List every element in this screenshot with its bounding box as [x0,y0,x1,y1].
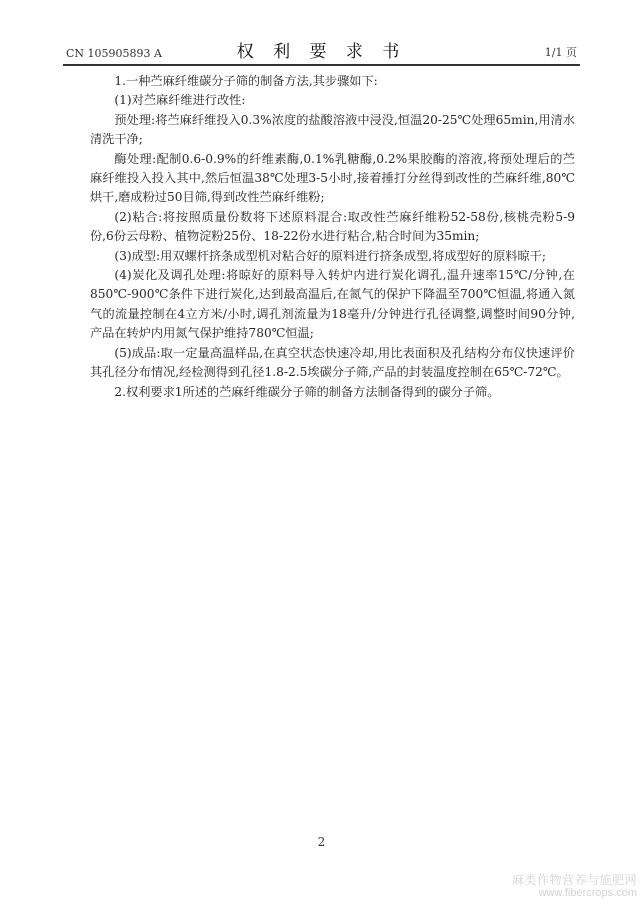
watermark-url: www.fibercrops.com [538,887,637,899]
watermark-site-name: 麻类作物营养与施肥网 [511,873,637,887]
step-1-heading: (1)对苎麻纤维进行改性: [114,93,246,108]
page-number: 2 [317,835,326,849]
claim-1-title: 1.一种苎麻纤维碳分子筛的制备方法,其步骤如下: [114,74,378,88]
site-watermark [447,873,637,900]
claims-body [90,72,575,402]
document-header [63,34,580,64]
enzyme-treatment-paragraph: 酶处理:配制0.6-0.9%的纤维素酶,0.1%乳糖酶,0.2%果胶酶的溶液,将预处理后的苎麻纤维投入投入其中,然后恒温38℃处理3-5小时,接着捶打分丝得到改性的苎麻纤维,80℃烘干,磨成粉过50目筛,得到改性苎麻纤维粉; [90,151,575,205]
document-title: 权 利 要 求 书 [236,42,407,62]
header-rule [63,64,580,66]
claim-2: 2.权利要求1所述的苎麻纤维碳分子筛的制备方法制备得到的碳分子筛。 [114,384,500,399]
product-paragraph: (5)成品:取一定量高温样品,在真空状态快速冷却,用比表面积及孔结构分布仪快速评价其孔径分布情况,经检测得到孔径1.8-2.5埃碳分子筛,产品的封装温度控制在65℃-72℃。 [90,345,575,380]
bonding-paragraph: (2)粘合:将按照质量份数将下述原料混合:取改性苎麻纤维粉52-58份,核桃壳粉5-9份,6份云母粉、植物淀粉25份、18-22份水进行粘合,粘合时间为35min; [90,209,575,244]
page-count: 1/1 页 [544,46,577,59]
publication-number: CN 105905893 A [66,47,162,60]
forming-paragraph: (3)成型:用双螺杆挤条成型机对粘合好的原料进行挤条成型,将成型好的原料晾干; [114,248,546,263]
carbonization-paragraph: (4)炭化及调孔处理:将晾好的原料导入转炉内进行炭化调孔,温升速率15℃/分钟,在850℃-900℃条件下进行炭化,达到最高温后,在氮气的保护下降温至700℃恒温,将通入氮气的流量控制在4立方米/小时,调孔剂流量为18毫升/分钟进行孔径调整,调整时间90分钟,产品在转炉内用氮气保护维持780℃恒温; [90,268,575,341]
pretreatment-paragraph: 预处理:将苎麻纤维投入0.3%浓度的盐酸溶液中浸没,恒温20-25℃处理65min,用清水清洗干净; [90,112,575,147]
